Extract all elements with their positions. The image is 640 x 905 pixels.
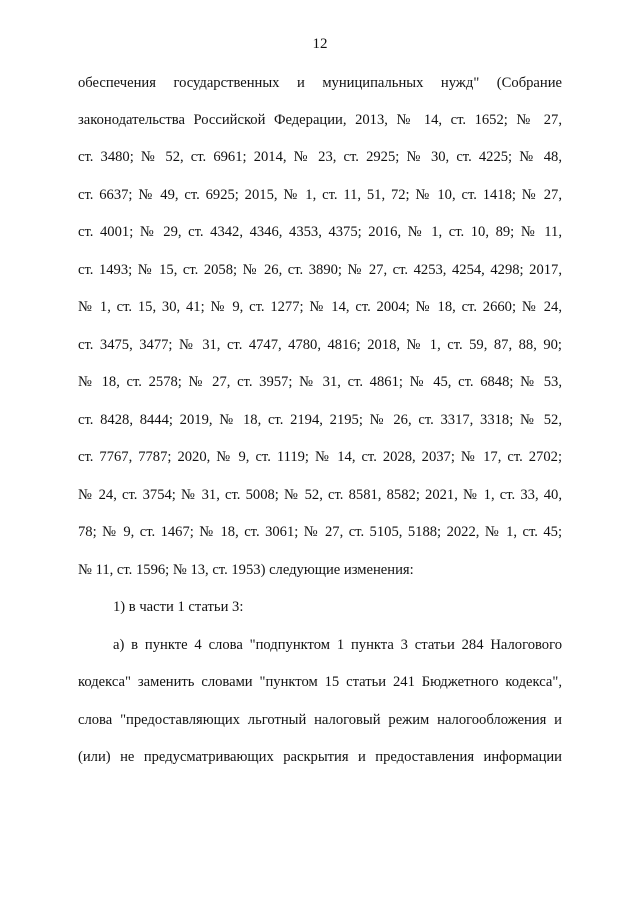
text-line: обеспечения государственных и муниципальных нужд" (Собрание <box>78 75 562 91</box>
text-line: ст. 8428, 8444; 2019, № 18, ст. 2194, 2195; № 26, ст. 3317, 3318; № 52, <box>78 412 562 428</box>
text-line: (или) не предусматривающих раскрытия и предоставления информации <box>78 749 562 765</box>
text-line: ст. 6637; № 49, ст. 6925; 2015, № 1, ст. 11, 51, 72; № 10, ст. 1418; № 27, <box>78 187 562 203</box>
text-line: ст. 1493; № 15, ст. 2058; № 26, ст. 3890; № 27, ст. 4253, 4254, 4298; 2017, <box>78 262 562 278</box>
text-line: ст. 4001; № 29, ст. 4342, 4346, 4353, 4375; 2016, № 1, ст. 10, 89; № 11, <box>78 224 562 240</box>
text-line: № 24, ст. 3754; № 31, ст. 5008; № 52, ст. 8581, 8582; 2021, № 1, ст. 33, 40, <box>78 487 562 503</box>
text-line: кодекса" заменить словами "пунктом 15 статьи 241 Бюджетного кодекса", <box>78 674 562 690</box>
text-line: законодательства Российской Федерации, 2013, № 14, ст. 1652; № 27, <box>78 112 562 128</box>
text-line: ст. 3480; № 52, ст. 6961; 2014, № 23, ст. 2925; № 30, ст. 4225; № 48, <box>78 149 562 165</box>
text-line: ст. 7767, 7787; 2020, № 9, ст. 1119; № 14, ст. 2028, 2037; № 17, ст. 2702; <box>78 449 562 465</box>
text-line: ст. 3475, 3477; № 31, ст. 4747, 4780, 4816; 2018, № 1, ст. 59, 87, 88, 90; <box>78 337 562 353</box>
text-line: слова "предоставляющих льготный налоговый режим налогообложения и <box>78 712 562 728</box>
text-line: № 18, ст. 2578; № 27, ст. 3957; № 31, ст. 4861; № 45, ст. 6848; № 53, <box>78 374 562 390</box>
page-number: 12 <box>312 36 328 52</box>
text-line: а) в пункте 4 слова "подпунктом 1 пункта 3 статьи 284 Налогового <box>113 637 562 653</box>
list-item-heading: 1) в части 1 статьи 3: <box>113 599 244 615</box>
text-line: № 1, ст. 15, 30, 41; № 9, ст. 1277; № 14, ст. 2004; № 18, ст. 2660; № 24, <box>78 299 562 315</box>
text-line: № 11, ст. 1596; № 13, ст. 1953) следующие изменения: <box>78 562 414 578</box>
text-line: 78; № 9, ст. 1467; № 18, ст. 3061; № 27, ст. 5105, 5188; 2022, № 1, ст. 45; <box>78 524 562 540</box>
